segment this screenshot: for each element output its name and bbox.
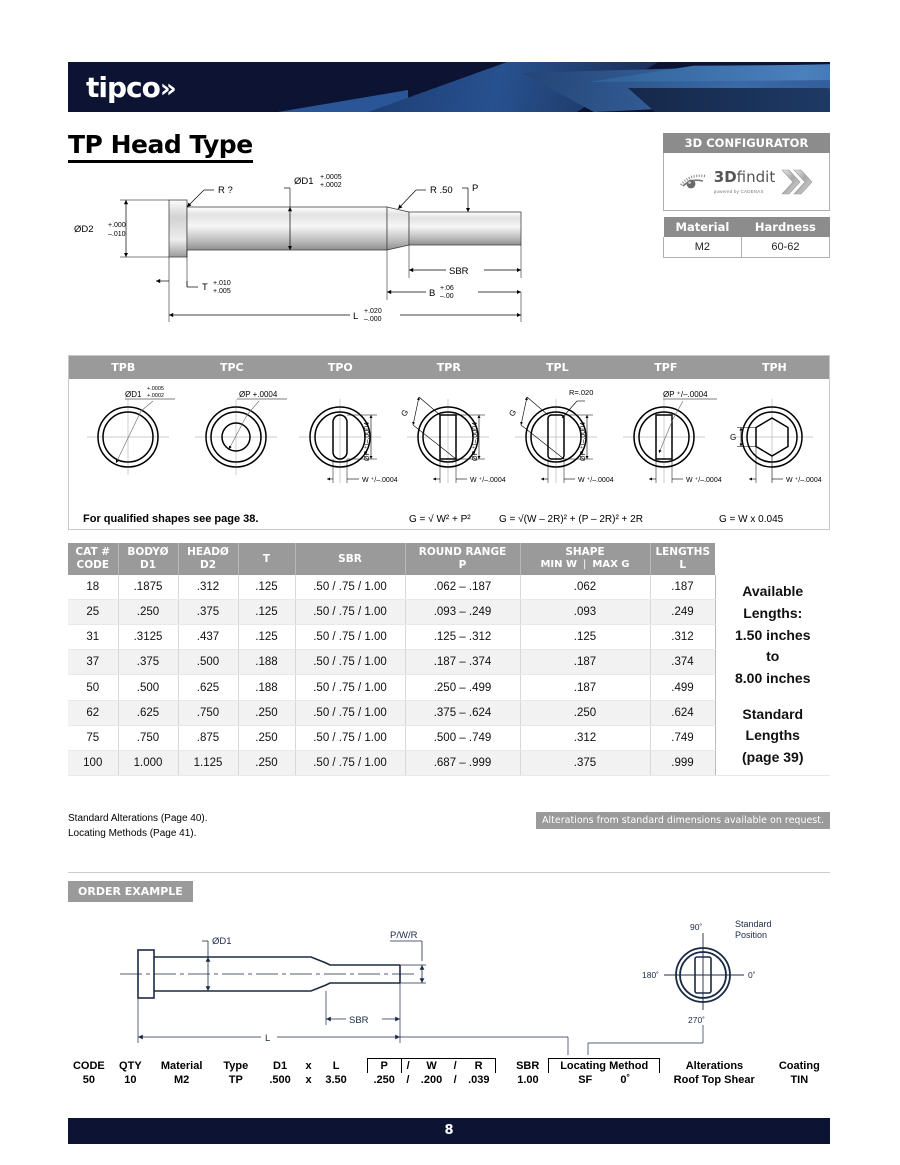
cell-lengths-block (715, 575, 830, 775)
cell-t: .125 (238, 625, 295, 650)
order-example-legend (68, 1058, 830, 1087)
th-shape-l1: SHAPE (565, 546, 605, 559)
oe-sbr-label: SBR (349, 1015, 369, 1026)
standard-position-label-2: Position (735, 930, 768, 940)
cell-p: .093 – .249 (405, 600, 520, 625)
legend-v-l: 3.50 (325, 1074, 347, 1086)
cell-d2: 1.125 (178, 750, 238, 775)
cell-maxg: .999 (650, 750, 715, 775)
cell-sbr: .50 / .75 / 1.00 (295, 675, 405, 700)
l-tol-top: +.020 (364, 308, 382, 315)
svg-text:ØP ⁺/–.0004: ØP ⁺/–.0004 (472, 422, 479, 461)
cell-minw: .093 (520, 600, 650, 625)
angle-0-label: 0˚ (748, 970, 756, 980)
legend-spacer-4 (496, 1073, 508, 1087)
th-head-d2-l1: HEADØ (187, 546, 229, 558)
svg-text:ØP ⁺/–.0004: ØP ⁺/–.0004 (580, 422, 587, 461)
cell-maxg: .187 (650, 575, 715, 600)
r-point-label: R .50 (430, 185, 453, 196)
footnotes (68, 812, 208, 841)
legend-h-type: Type (223, 1059, 249, 1072)
cell-d1: .250 (118, 600, 178, 625)
page-footer: 8 (68, 1118, 830, 1144)
shapes-diagrams (69, 379, 829, 529)
d2-tol-bot: –.010 (108, 231, 126, 238)
brand-logo (86, 71, 176, 104)
findit-light: findit (736, 168, 776, 186)
legend-h-slash1: / (401, 1059, 415, 1074)
cell-t: .188 (238, 650, 295, 675)
shape-header-tpo: TPO (327, 361, 353, 374)
material-header: Material (664, 217, 742, 237)
svg-text:ØP ⁺/–.0004: ØP ⁺/–.0004 (364, 422, 371, 461)
svg-text:+.0005: +.0005 (147, 386, 164, 392)
cell-p: .500 – .749 (405, 725, 520, 750)
shape-header-tpc: TPC (219, 361, 244, 374)
cell-t: .250 (238, 725, 295, 750)
cell-minw: .062 (520, 575, 650, 600)
d1-tol-top: +.0005 (320, 174, 342, 181)
legend-v-locating-angle: 0˚ (620, 1074, 631, 1086)
shape-diagram-tph (730, 399, 822, 484)
formula-tph: G = W x 0.045 (719, 513, 784, 525)
cell-t: .250 (238, 750, 295, 775)
cell-t: .125 (238, 575, 295, 600)
legend-v-coating: TIN (790, 1074, 809, 1086)
legend-h-slash2: / (448, 1059, 462, 1074)
legend-v-slash1: / (406, 1074, 410, 1086)
legend-h-code: CODE (72, 1059, 105, 1072)
cell-minw: .312 (520, 725, 650, 750)
svg-text:ØP ⁺/–.0004: ØP ⁺/–.0004 (663, 390, 708, 399)
th-round-range-l2: P (458, 559, 467, 572)
shape-diagram-tpc (195, 390, 287, 475)
cell-minw: .125 (520, 625, 650, 650)
legend-v-material: M2 (174, 1074, 190, 1086)
legend-h-sbr: SBR (516, 1059, 540, 1072)
shape-header-tph: TPH (761, 361, 787, 374)
l-label: L (353, 311, 359, 322)
cell-p: .062 – .187 (405, 575, 520, 600)
lengths-line-2: 1.50 inches (735, 626, 811, 643)
material-hardness-table (663, 217, 830, 258)
th-body-d1-l1: BODYØ (127, 546, 169, 558)
findit-bold: 3D (713, 168, 737, 186)
cell-t: .188 (238, 675, 295, 700)
order-example-tag: ORDER EXAMPLE (68, 881, 193, 902)
shapes-panel (68, 355, 830, 530)
cell-t: .125 (238, 600, 295, 625)
qualified-shapes-note: For qualified shapes see page 38. (83, 513, 259, 525)
lengths-line-4: 8.00 inches (735, 670, 811, 686)
cell-maxg: .312 (650, 625, 715, 650)
th-sbr-l2: SBR (338, 552, 362, 565)
table-header-row (68, 543, 830, 575)
svg-text:W ⁺/–.0004: W ⁺/–.0004 (786, 477, 822, 484)
th-shape (520, 543, 650, 575)
alterations-banner: Alterations from standard dimensions available on request. (536, 812, 830, 829)
b-tol-bot: –.00 (440, 293, 454, 300)
powered-by-label: powered by CADENAS (713, 189, 764, 194)
legend-spacer-1 (356, 1059, 368, 1074)
cell-d2: .312 (178, 575, 238, 600)
legend-v-slash2: / (453, 1074, 457, 1086)
legend-h-material: Material (160, 1059, 203, 1072)
cell-maxg: .749 (650, 725, 715, 750)
hardness-header: Hardness (741, 217, 829, 237)
th-lengths-l2: L (679, 559, 687, 572)
legend-v-sbr: 1.00 (517, 1074, 539, 1086)
section-divider (68, 872, 830, 873)
svg-text:ØP +.0004: ØP +.0004 (239, 390, 278, 399)
t-tol-top: +.010 (213, 280, 231, 287)
cell-d2: .875 (178, 725, 238, 750)
angular-position-diagram (588, 919, 772, 1055)
brand-logo-name: tipco (86, 71, 160, 104)
cell-maxg: .499 (650, 675, 715, 700)
legend-h-r: R (462, 1059, 496, 1074)
cell-sbr: .50 / .75 / 1.00 (295, 650, 405, 675)
svg-text:W ⁺/–.0004: W ⁺/–.0004 (578, 477, 614, 484)
shape-diagram-tpb (87, 386, 175, 475)
d1-label: ØD1 (294, 176, 314, 187)
material-value: M2 (664, 237, 742, 258)
cell-d1: .1875 (118, 575, 178, 600)
legend-v-p: .250 (373, 1074, 395, 1086)
svg-text:ØD1: ØD1 (125, 390, 142, 399)
th-head-d2 (178, 543, 238, 575)
cell-d1: .500 (118, 675, 178, 700)
legend-h-qty: QTY (119, 1059, 142, 1072)
formula-tpl: G = √(W – 2R)² + (P – 2R)² + 2R (499, 513, 643, 525)
th-sbr (295, 543, 405, 575)
cell-sbr: .50 / .75 / 1.00 (295, 625, 405, 650)
eye-icon (679, 172, 709, 192)
th-head-d2-l2: D2 (199, 559, 217, 572)
cell-code: 25 (68, 600, 118, 625)
svg-text:W ⁺/–.0004: W ⁺/–.0004 (470, 477, 506, 484)
cell-d2: .750 (178, 700, 238, 725)
banner-wedge-5 (628, 88, 830, 112)
legend-h-d1: D1 (273, 1059, 288, 1072)
lengths-line-5: Standard Lengths (742, 705, 804, 744)
shapes-header-row (69, 356, 829, 379)
main-technical-drawing (68, 160, 668, 340)
legend-h-p: P (367, 1059, 401, 1074)
th-body-d1 (118, 543, 178, 575)
svg-text:W ⁺/–.0004: W ⁺/–.0004 (362, 477, 398, 484)
cell-maxg: .374 (650, 650, 715, 675)
legend-v-w: .200 (420, 1074, 443, 1086)
configurator-logo-box[interactable] (663, 153, 830, 211)
legend-v-d1: .500 (269, 1074, 291, 1086)
p-label: P (472, 183, 479, 194)
th-cat-code (68, 543, 118, 575)
cell-minw: .187 (520, 675, 650, 700)
cell-code: 37 (68, 650, 118, 675)
legend-v-locating (549, 1073, 660, 1087)
d2-label: ØD2 (74, 224, 94, 235)
th-cat-code-l1: CAT # (75, 546, 111, 558)
cell-sbr: .50 / .75 / 1.00 (295, 600, 405, 625)
cell-minw: .187 (520, 650, 650, 675)
legend-header-row (68, 1059, 830, 1074)
sbr-label: SBR (449, 266, 469, 277)
shape-header-tpl: TPL (546, 361, 569, 374)
cell-sbr: .50 / .75 / 1.00 (295, 575, 405, 600)
legend-v-alterations: Roof Top Shear (673, 1074, 755, 1086)
cell-d1: .750 (118, 725, 178, 750)
legend-h-w: W (415, 1059, 449, 1074)
note-locating-methods[interactable]: Locating Methods (Page 41). (68, 827, 197, 839)
cell-d2: .500 (178, 650, 238, 675)
shape-diagram-tpr (399, 397, 505, 484)
table-body (68, 575, 830, 775)
order-example-drawing (68, 905, 830, 1055)
legend-value-row (68, 1073, 830, 1087)
legend-h-alterations: Alterations (685, 1059, 744, 1072)
note-standard-alterations[interactable]: Standard Alterations (Page 40). (68, 813, 208, 824)
cell-code: 62 (68, 700, 118, 725)
angle-90-label: 90˚ (690, 922, 703, 932)
t-tol-bot: +.005 (213, 288, 231, 295)
cell-code: 31 (68, 625, 118, 650)
d2-tol-top: +.000 (108, 222, 126, 229)
cell-minw: .375 (520, 750, 650, 775)
svg-text:G: G (730, 433, 737, 442)
lengths-line-6: (page 39) (742, 749, 804, 766)
legend-v-locating-method: SF (578, 1074, 593, 1086)
shape-diagram-tpl (507, 388, 613, 484)
th-round-range (405, 543, 520, 575)
cell-p: .687 – .999 (405, 750, 520, 775)
oe-d1-label: ØD1 (212, 936, 232, 947)
cell-t: .250 (238, 700, 295, 725)
cell-d2: .375 (178, 600, 238, 625)
b-label: B (429, 288, 436, 299)
angle-270-label: 270˚ (688, 1015, 706, 1025)
l-tol-bot: –.000 (364, 316, 382, 323)
cell-d1: .625 (118, 700, 178, 725)
cell-p: .187 – .374 (405, 650, 520, 675)
d1-tol-bot: +.0002 (320, 182, 342, 189)
formula-tpr: G = √ W² + P² (409, 513, 471, 525)
standard-position-label-1: Standard (735, 919, 772, 929)
th-round-range-l1: ROUND RANGE (418, 546, 507, 558)
th-max-g: MAX G (592, 559, 630, 571)
b-tol-top: +.06 (440, 285, 454, 292)
th-min-w: MIN W (540, 559, 578, 571)
lengths-line-1: Available Lengths: (742, 583, 804, 621)
svg-text:R=.020: R=.020 (569, 388, 594, 397)
hardness-value: 60-62 (741, 237, 829, 258)
specification-table (68, 543, 830, 776)
cell-p: .125 – .312 (405, 625, 520, 650)
angle-180-label: 180˚ (642, 970, 660, 980)
legend-spacer-2 (496, 1059, 508, 1074)
configurator-logo-text (714, 169, 775, 194)
cell-d1: .3125 (118, 625, 178, 650)
th-shape-divider: | (583, 559, 587, 571)
cell-sbr: .50 / .75 / 1.00 (295, 750, 405, 775)
svg-text:G: G (399, 407, 411, 419)
th-shape-sub (523, 559, 648, 572)
legend-h-l: L (332, 1059, 340, 1072)
svg-text:W ⁺/–.0004: W ⁺/–.0004 (686, 477, 722, 484)
legend-v-x: x (305, 1074, 312, 1086)
legend-h-locating-method: Locating Method (549, 1059, 660, 1074)
cell-d1: 1.000 (118, 750, 178, 775)
th-body-d1-l2: D1 (139, 559, 157, 572)
cell-p: .250 – .499 (405, 675, 520, 700)
cell-code: 18 (68, 575, 118, 600)
th-t (238, 543, 295, 575)
cell-maxg: .624 (650, 700, 715, 725)
double-chevron-icon (780, 165, 814, 199)
cell-maxg: .249 (650, 600, 715, 625)
svg-text:G: G (507, 407, 519, 419)
cell-d1: .375 (118, 650, 178, 675)
legend-v-type: TP (228, 1074, 243, 1086)
page-title: TP Head Type (68, 130, 253, 163)
cell-code: 100 (68, 750, 118, 775)
legend-v-code: 50 (82, 1074, 95, 1086)
cell-p: .375 – .624 (405, 700, 520, 725)
shape-diagram-tpo (299, 399, 398, 484)
legend-v-qty: 10 (124, 1074, 137, 1086)
legend-h-coating: Coating (778, 1059, 820, 1072)
legend-v-r: .039 (468, 1074, 490, 1086)
configurator-header: 3D CONFIGURATOR (663, 133, 830, 153)
cell-d2: .625 (178, 675, 238, 700)
cell-d2: .437 (178, 625, 238, 650)
configurator-panel (663, 133, 830, 258)
th-t-l2: T (262, 552, 271, 565)
th-lengths (650, 543, 715, 575)
formula-row (69, 513, 829, 525)
th-lengths-l1: LENGTHS (655, 546, 711, 558)
shape-header-tpb: TPB (111, 361, 136, 374)
header-banner (68, 62, 830, 112)
legend-h-x: x (305, 1059, 312, 1072)
shape-diagram-tpf (623, 390, 722, 484)
th-cat-code-l2: CODE (76, 559, 110, 572)
lengths-line-3: to (766, 648, 780, 665)
cell-sbr: .50 / .75 / 1.00 (295, 725, 405, 750)
cell-sbr: .50 / .75 / 1.00 (295, 700, 405, 725)
t-label: T (202, 282, 208, 293)
oe-l-label: L (265, 1033, 271, 1044)
svg-text:+.0002: +.0002 (147, 393, 164, 399)
cell-minw: .250 (520, 700, 650, 725)
cell-code: 75 (68, 725, 118, 750)
r-head-label: R ? (218, 185, 233, 196)
shape-header-tpf: TPF (654, 361, 678, 374)
oe-pwr-label: P/W/R (390, 930, 418, 941)
cell-code: 50 (68, 675, 118, 700)
legend-spacer-3 (356, 1073, 368, 1087)
brand-logo-chevron-icon: » (159, 74, 176, 104)
table-row (68, 575, 830, 600)
shape-header-tpr: TPR (436, 361, 461, 374)
